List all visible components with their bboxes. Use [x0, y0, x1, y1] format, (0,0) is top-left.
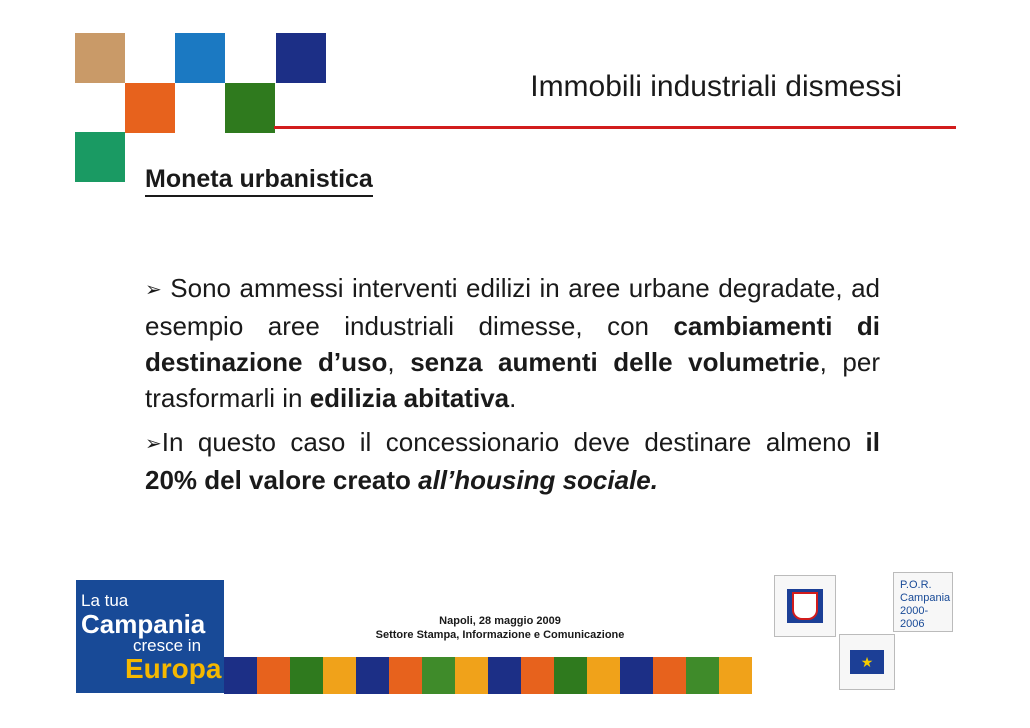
coat-of-arms-icon — [787, 589, 823, 623]
por-campania-logo: P.O.R. Campania 2000-2006 — [893, 572, 953, 632]
color-strip — [224, 657, 752, 694]
footer-caption — [340, 614, 660, 642]
deco-square-blue — [175, 33, 225, 83]
deco-square-teal — [75, 132, 125, 182]
deco-square-navy — [276, 33, 326, 83]
eu-logo — [839, 634, 895, 690]
slide-subtitle: Moneta urbanistica — [145, 164, 373, 197]
deco-square-dark-green — [225, 83, 275, 133]
arrow-bullet-icon: ➢ — [145, 433, 162, 455]
slide-title: Immobili industriali dismessi — [530, 70, 902, 103]
regione-campania-seal — [774, 575, 836, 637]
bullet-paragraph-1: ➢ Sono ammessi interventi edilizi in aree urbane degradate, ad esempio aree industriali dimesse, con cambiamenti di destinazione d’uso, senza aumenti delle volumetrie, per trasformarli in edilizia abitativa. — [145, 273, 881, 413]
deco-square-orange — [125, 83, 175, 133]
title-underline — [274, 126, 956, 129]
footer-date: Napoli, 28 maggio 2009 — [439, 615, 561, 627]
eu-flag-icon: ★ — [850, 650, 884, 674]
campania-europa-logo: La tua Campania cresce in Europa — [76, 580, 224, 693]
arrow-bullet-icon: ➢ — [145, 279, 162, 301]
deco-square-tan — [75, 33, 125, 83]
footer-department: Settore Stampa, Informazione e Comunicazione — [375, 629, 625, 641]
bullet-paragraph-2: ➢In questo caso il concessionario deve destinare almeno il 20% del valore creato all’housing sociale. — [145, 427, 880, 495]
slide-body — [145, 270, 880, 506]
